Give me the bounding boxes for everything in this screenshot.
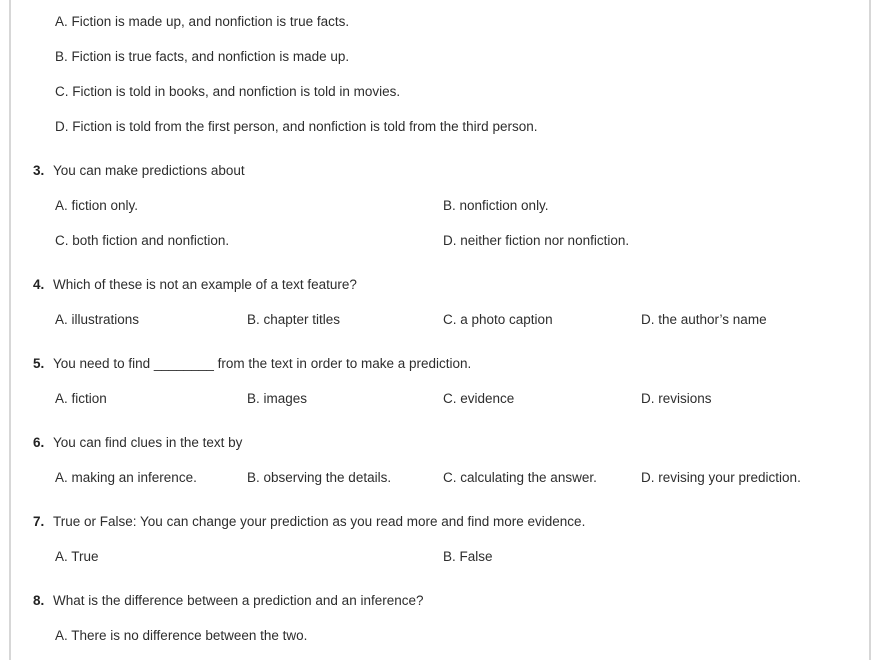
question-text: You can make predictions about: [53, 163, 245, 179]
answer-option-a: A. True: [55, 549, 99, 565]
question-5: [10, 347, 870, 417]
question-4-options: [10, 303, 870, 338]
answer-option-b: B. images: [247, 391, 308, 407]
question-6-options: [10, 461, 870, 496]
answer-option-c: C. Fiction is told in books, and nonfiction is told in movies.: [55, 84, 401, 100]
answer-option-c: C. evidence: [443, 391, 515, 407]
answer-option-a: A. making an inference.: [55, 470, 197, 486]
question-3-options: [10, 189, 870, 259]
question-text: What is the difference between a prediction and an inference?: [53, 593, 424, 609]
question-number: 8.: [33, 593, 45, 609]
answer-option-d: D. revising your prediction.: [641, 470, 801, 486]
question-number: 4.: [33, 277, 45, 293]
answer-option-a: A. Fiction is made up, and nonfiction is true facts.: [55, 14, 350, 30]
question-6: [10, 426, 870, 496]
answer-option-d: D. revisions: [641, 391, 712, 407]
question-number: 6.: [33, 435, 45, 451]
answer-option-b: B. False: [443, 549, 493, 565]
question-4: [10, 268, 870, 338]
question-text: You need to find ________ from the text in order to make a prediction.: [53, 356, 472, 372]
question-7: [10, 505, 870, 575]
question-8-header: [10, 584, 870, 619]
question-7-header: [10, 505, 870, 540]
answer-option-a: A. fiction only.: [55, 198, 139, 214]
question-2-options: [10, 5, 870, 145]
answer-option-c: C. a photo caption: [443, 312, 553, 328]
answer-option-d: D. neither fiction nor nonfiction.: [443, 233, 630, 249]
answer-option-c: C. calculating the answer.: [443, 470, 597, 486]
question-text: True or False: You can change your prediction as you read more and find more evidence.: [53, 514, 586, 530]
question-7-options: [10, 540, 870, 575]
answer-option-c: C. both fiction and nonfiction.: [55, 233, 230, 249]
question-8-options: [10, 619, 870, 654]
question-number: 7.: [33, 514, 45, 530]
question-number: 3.: [33, 163, 45, 179]
question-4-header: [10, 268, 870, 303]
answer-option-d: D. Fiction is told from the first person, and nonfiction is told from the third person.: [55, 119, 538, 135]
question-3-header: [10, 154, 870, 189]
question-6-header: [10, 426, 870, 461]
answer-option-b: B. nonfiction only.: [443, 198, 549, 214]
answer-option-a: A. There is no difference between the two.: [55, 628, 308, 644]
question-8: [10, 584, 870, 654]
question-text: Which of these is not an example of a text feature?: [53, 277, 357, 293]
answer-option-b: B. observing the details.: [247, 470, 392, 486]
question-3: [10, 154, 870, 259]
question-number: 5.: [33, 356, 45, 372]
answer-option-b: B. Fiction is true facts, and nonfiction is made up.: [55, 49, 350, 65]
answer-option-d: D. the author’s name: [641, 312, 767, 328]
answer-option-a: A. fiction: [55, 391, 107, 407]
answer-option-b: B. chapter titles: [247, 312, 341, 328]
question-5-header: [10, 347, 870, 382]
answer-option-a: A. illustrations: [55, 312, 140, 328]
question-5-options: [10, 382, 870, 417]
quiz-content: [10, 5, 870, 654]
question-text: You can find clues in the text by: [53, 435, 243, 451]
